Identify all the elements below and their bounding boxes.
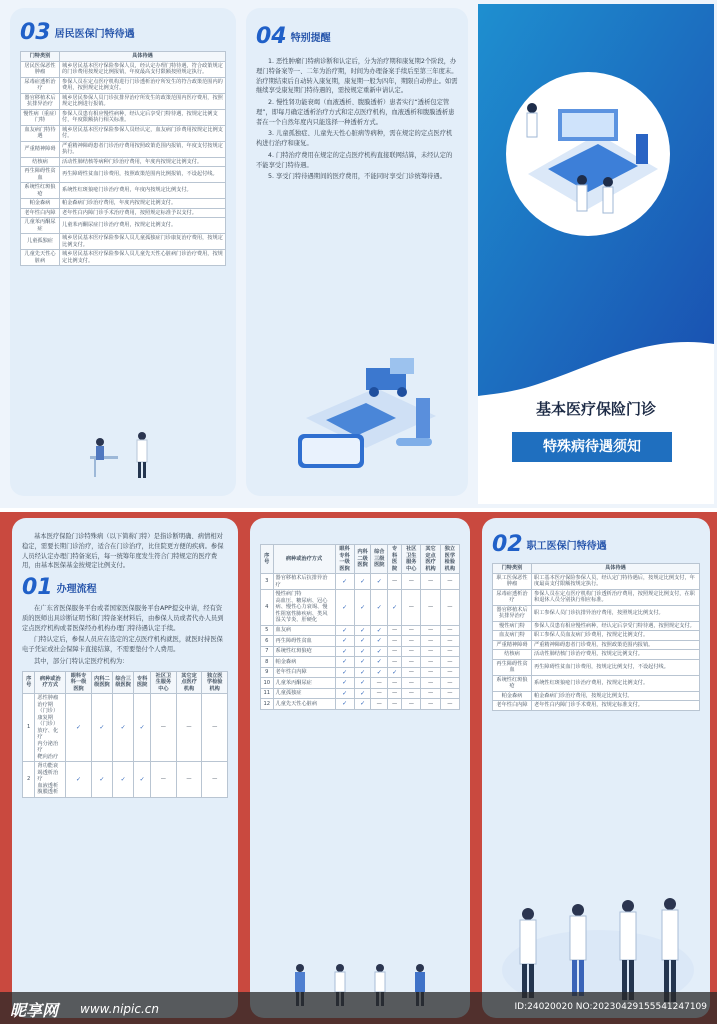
paragraph: 3. 儿童孤独症、儿童先天性心脏病等病种，需在规定的定点医疗机构进行治疗和康复。: [256, 130, 453, 147]
check-icon: ✓: [354, 636, 371, 647]
cover-subtitle: 特殊病待遇须知: [512, 432, 672, 462]
watermark-bar: [0, 992, 717, 1024]
dash-mark: —: [402, 636, 421, 647]
check-icon: ✓: [371, 574, 388, 590]
dash-mark: —: [421, 574, 440, 590]
paragraph: 在广东省医保服务平台或者国家医保服务平台APP提交申请，经有资质的医师出具诊断证明书和门特备案材料后，由参保人员或者代办人员到定点医疗机构或者医保经办机构办理门特待遇认定手续。: [22, 605, 224, 632]
category-cell: 再生障碍性贫血: [493, 659, 532, 675]
table-row: [261, 636, 460, 647]
section-header: [20, 20, 226, 45]
table-row: [21, 93, 226, 109]
table-row: [23, 762, 228, 798]
table-row: [493, 659, 700, 675]
table-header: 专科医院: [134, 671, 151, 694]
table-row: [493, 621, 700, 631]
benefit-cell: 城乡居民基本医疗保险参保人员经认定，血友病门诊费用按规定比例支付。: [60, 125, 226, 141]
disease-subtype: 高血压、糖尿病、冠心病、慢性心力衰竭、慢性阻塞性肺疾病、类风湿关节炎、肝硬化: [275, 597, 328, 623]
row-number: 3: [261, 574, 274, 590]
check-icon: ✓: [335, 678, 354, 689]
panel-institution-table: [250, 518, 470, 1018]
dash-mark: —: [388, 574, 402, 590]
disease-subtype: 血液透析: [37, 782, 59, 789]
check-icon: ✓: [371, 667, 388, 678]
check-icon: ✓: [335, 646, 354, 657]
dash-mark: —: [440, 646, 459, 657]
disease-name: 恶性肿瘤: [37, 695, 59, 701]
category-cell: 系统性红斑狼疮: [21, 183, 60, 199]
disease-cell: [273, 688, 335, 699]
table-row: [21, 218, 226, 234]
table-row: [261, 646, 460, 657]
disease-subtype: 康复期（门诊）: [37, 714, 59, 727]
table-header: 综合三级医院: [113, 671, 134, 694]
employee-benefit-table: [492, 563, 700, 711]
category-cell: 儿童先天性心脏病: [21, 250, 60, 266]
section-title: 特别提醒: [290, 33, 331, 44]
row-number: 11: [261, 688, 274, 699]
check-icon: ✓: [91, 762, 112, 798]
disease-subtype: 腹膜透析: [37, 789, 59, 795]
category-cell: 结核病: [21, 157, 60, 167]
dash-mark: —: [388, 625, 402, 636]
disease-name: 肾功能衰竭透析治疗: [37, 763, 59, 782]
table-row: [23, 694, 228, 762]
check-icon: ✓: [354, 657, 371, 668]
section-number: 01: [22, 575, 53, 600]
disease-cell: [273, 699, 335, 710]
category-cell: 严重精神障碍: [21, 141, 60, 157]
dash-mark: —: [440, 625, 459, 636]
dash-mark: —: [202, 762, 228, 798]
dash-mark: —: [402, 646, 421, 657]
dash-mark: —: [176, 762, 202, 798]
row-number: 12: [261, 699, 274, 710]
category-cell: 帕金森病: [493, 691, 532, 701]
benefit-cell: 城乡居民基本医疗保险参保人员，经认定办理门特待遇，符合政策规定的门诊费用按规定比例报销，年度最高支付限额按照规定执行。: [60, 61, 226, 77]
benefit-cell: 职工参保人员血友病门诊费用，按规定比例支付。: [532, 631, 700, 641]
benefit-cell: 老年性白内障门诊手术费用，按规定标准支付。: [532, 701, 700, 711]
table-header: 社区卫生服务中心: [151, 671, 177, 694]
dash-mark: —: [440, 657, 459, 668]
disease-subtype: 内分泌治疗: [37, 740, 59, 753]
disease-name: 儿童先天性心脏病: [275, 700, 318, 707]
paragraph: 4. 门特治疗费用在规定的定点医疗机构直接联网结算，未经认定的不能享受门特待遇。: [256, 151, 453, 169]
table-row: [493, 605, 700, 621]
benefit-cell: 职工参保人员门诊抗排异治疗费用，按照规定比例支付。: [532, 605, 700, 621]
dash-mark: —: [402, 667, 421, 678]
disease-cell: [35, 762, 66, 798]
table-header: 独立医学检验机构: [202, 671, 228, 694]
dash-mark: —: [402, 678, 421, 689]
category-cell: 慢性病门特: [493, 621, 532, 631]
dash-mark: —: [421, 678, 440, 689]
check-icon: ✓: [354, 590, 371, 626]
disease-subtype: 治疗期（门诊）: [37, 701, 59, 714]
benefit-cell: 儿童苯丙酮尿症门诊治疗费用，按规定比例支付。: [60, 218, 226, 234]
dash-mark: —: [151, 762, 177, 798]
check-icon: ✓: [335, 688, 354, 699]
benefit-cell: 活动性肺结核门诊治疗费用，按规定比例支付。: [532, 650, 700, 660]
benefit-cell: 参保人员患有相应慢性病种，经认定后享受门特待遇，按照规定支付。: [532, 621, 700, 631]
table-row: [21, 234, 226, 250]
table-row: [493, 589, 700, 605]
table-header: 内科二级医院: [91, 671, 112, 694]
table-row: [21, 208, 226, 218]
table-header: 其它定点医疗机构: [421, 545, 440, 574]
check-icon: ✓: [354, 678, 371, 689]
watermark-url: www.nipic.cn: [80, 1002, 159, 1016]
check-icon: ✓: [66, 694, 92, 762]
dash-mark: —: [421, 636, 440, 647]
section-title: 办理流程: [56, 584, 97, 595]
table-header: 具体待遇: [532, 564, 700, 574]
panel-employee-insurance: [482, 518, 710, 1018]
disease-name: 老年性白内障: [275, 669, 307, 675]
brochure-inside-sheet: [0, 512, 717, 1024]
dash-mark: —: [402, 699, 421, 710]
table-row: [261, 574, 460, 590]
benefit-cell: 严重精神障碍患者门诊费用，按照政策范围内报销。: [532, 640, 700, 650]
disease-name: 血友病: [275, 627, 292, 633]
institution-table-part1: [22, 671, 228, 798]
section-title: 职工医保门特待遇: [526, 541, 607, 552]
dash-mark: —: [402, 590, 421, 626]
check-icon: ✓: [335, 657, 354, 668]
brochure-outside-sheet: [0, 0, 717, 508]
row-number: 4: [261, 590, 274, 626]
paragraph: 门特认定后，参保人员应在选定的定点医疗机构就医，就医时持医保电子凭证或社会保障卡直接结算，不需要垫付个人费用。: [22, 636, 223, 653]
table-header: 专科医院: [388, 545, 402, 574]
check-icon: ✓: [388, 667, 402, 678]
benefit-cell: 再生障碍性贫血门诊费用，按规定比例支付，不设起付线。: [532, 659, 700, 675]
category-cell: 儿童孤独症: [21, 234, 60, 250]
dash-mark: —: [371, 699, 388, 710]
cover-background-wave: [478, 4, 714, 504]
dash-mark: —: [151, 694, 177, 762]
category-cell: 血友病门特待遇: [21, 125, 60, 141]
dash-mark: —: [440, 699, 459, 710]
row-number: 6: [261, 636, 274, 647]
table-row: [493, 650, 700, 660]
row-number: 8: [261, 657, 274, 668]
category-cell: 器官移植术后抗排异治疗: [21, 93, 60, 109]
table-row: [21, 141, 226, 157]
dash-mark: —: [402, 657, 421, 668]
row-number: 7: [261, 646, 274, 657]
watermark-id: ID:24020020 NO:20230429155541247109: [514, 1002, 707, 1012]
section-title: 居民医保门特待遇: [54, 29, 135, 40]
row-number: 1: [23, 694, 35, 762]
dash-mark: —: [176, 694, 202, 762]
table-header: 病种或治疗方式: [35, 671, 66, 694]
category-cell: 慢性病（重症）门特: [21, 109, 60, 125]
benefit-cell: 参保人员患有相应慢性病种，经认定后享受门特待遇，按规定比例支付，年度限额执行相关标准。: [60, 109, 226, 125]
check-icon: ✓: [335, 574, 354, 590]
benefit-cell: 帕金森病门诊治疗费用，按规定比例支付。: [532, 691, 700, 701]
category-cell: 老年性白内障: [21, 208, 60, 218]
check-icon: ✓: [371, 625, 388, 636]
check-icon: ✓: [354, 625, 371, 636]
row-number: 10: [261, 678, 274, 689]
table-row: [493, 691, 700, 701]
dash-mark: —: [440, 688, 459, 699]
check-icon: ✓: [371, 590, 388, 626]
table-row: [261, 699, 460, 710]
check-icon: ✓: [134, 694, 151, 762]
table-header: 独立医学检验机构: [440, 545, 459, 574]
check-icon: ✓: [388, 590, 402, 626]
row-number: 5: [261, 625, 274, 636]
paragraph: 2. 慢性肾功能衰竭（血液透析、腹膜透析）患者实行“透析包定管理”，即每月确定透析治疗方式和定点医疗机构，血液透析和腹膜透析患者在一个自然年度内只能选择一种透析方式。: [256, 99, 455, 126]
table-row: [21, 109, 226, 125]
dash-mark: —: [440, 667, 459, 678]
table-header: 眼科专科一级医院: [335, 545, 354, 574]
dash-mark: —: [202, 694, 228, 762]
benefit-cell: 系统性红斑狼疮门诊治疗费用，年度内按规定比例支付。: [60, 183, 226, 199]
disease-subtype: 靶向治疗: [37, 753, 59, 760]
section-number: 04: [256, 24, 287, 49]
check-icon: ✓: [134, 762, 151, 798]
disease-cell: [35, 694, 66, 762]
section-number: 02: [492, 532, 523, 557]
table-row: [261, 657, 460, 668]
table-row: [261, 590, 460, 626]
cover-panel: [478, 4, 714, 504]
dash-mark: —: [421, 688, 440, 699]
table-row: [493, 631, 700, 641]
panel-application-process: [12, 518, 238, 1018]
category-cell: 职工医保恶性肿瘤: [493, 573, 532, 589]
table-header: 门特类别: [493, 564, 532, 574]
section-header: [22, 575, 228, 600]
process-paragraphs: [22, 604, 228, 667]
table-row: [21, 125, 226, 141]
table-row: [261, 667, 460, 678]
category-cell: 尿毒症透析治疗: [21, 77, 60, 93]
table-row: [261, 625, 460, 636]
disease-cell: [273, 625, 335, 636]
benefit-cell: 城乡居民基本医疗保险参保人员儿童先天性心脏病门诊治疗费用，按规定比例支付。: [60, 250, 226, 266]
check-icon: ✓: [113, 694, 134, 762]
category-cell: 帕金森病: [21, 199, 60, 209]
table-header: 具体待遇: [60, 52, 226, 62]
disease-cell: [273, 667, 335, 678]
paragraph: 其中，部分门特认定医疗机构为：: [34, 657, 129, 665]
benefit-cell: 活动性肺结核等病种门诊治疗费用，年度内按规定比例支付。: [60, 157, 226, 167]
dash-mark: —: [440, 636, 459, 647]
benefit-cell: 再生障碍性贫血门诊费用，按照政策范围内比例报销，不设起付线。: [60, 167, 226, 183]
disease-cell: [273, 636, 335, 647]
check-icon: ✓: [371, 636, 388, 647]
paragraph: 5. 享受门特待遇期间的医疗费用，不能同时享受门诊统筹待遇。: [268, 173, 447, 181]
disease-cell: [273, 657, 335, 668]
section-number: 03: [20, 20, 51, 45]
benefit-cell: 帕金森病门诊治疗费用，年度内按规定比例支付。: [60, 199, 226, 209]
disease-cell: [273, 646, 335, 657]
table-row: [21, 199, 226, 209]
dash-mark: —: [388, 699, 402, 710]
table-row: [21, 157, 226, 167]
benefit-cell: 系统性红斑狼疮门诊治疗费用，按规定比例支付。: [532, 675, 700, 691]
dash-mark: —: [402, 574, 421, 590]
dash-mark: —: [421, 625, 440, 636]
category-cell: 结核病: [493, 650, 532, 660]
dash-mark: —: [388, 657, 402, 668]
category-cell: 器官移植术后抗排异治疗: [493, 605, 532, 621]
cover-title: 基本医疗保险门诊: [535, 400, 656, 418]
dash-mark: —: [440, 574, 459, 590]
disease-cell: [273, 678, 335, 689]
category-cell: 居民医保恶性肿瘤: [21, 61, 60, 77]
institution-table-part2: [260, 544, 460, 710]
check-icon: ✓: [371, 646, 388, 657]
check-icon: ✓: [354, 646, 371, 657]
check-icon: ✓: [354, 688, 371, 699]
table-header: 眼科专科一级医院: [66, 671, 92, 694]
dash-mark: —: [388, 678, 402, 689]
dash-mark: —: [388, 636, 402, 647]
check-icon: ✓: [335, 625, 354, 636]
check-icon: ✓: [335, 636, 354, 647]
table-row: [493, 701, 700, 711]
category-cell: 老年性白内障: [493, 701, 532, 711]
table-header: 序号: [261, 545, 274, 574]
table-header: 其它定点医疗机构: [176, 671, 202, 694]
table-row: [493, 640, 700, 650]
check-icon: ✓: [371, 657, 388, 668]
row-number: 9: [261, 667, 274, 678]
category-cell: 系统性红斑狼疮: [493, 675, 532, 691]
check-icon: ✓: [335, 590, 354, 626]
disease-name: 帕金森病: [275, 658, 297, 665]
intro-paragraph: 基本医疗保险门诊特殊病（以下简称门特）是指诊断明确、病情相对稳定，需要长期门诊治疗，适合在门诊治疗，比住院更方便的疾病。参保人员经认定办理门特备案后，每一统筹年度发生符合门特规定的医疗费用，由基本医保基金按规定比例支付。: [22, 533, 224, 570]
reminder-paragraphs: [256, 57, 458, 182]
benefit-cell: 城乡居民参保人员门诊抗排异治疗所发生的政策范围内医疗费用，按照规定比例进行报销。: [60, 93, 226, 109]
category-cell: 严重精神障碍: [493, 640, 532, 650]
doctor-illustration: [80, 428, 170, 488]
dash-mark: —: [371, 678, 388, 689]
section-header: [256, 24, 458, 49]
disease-name: 儿童孤独症: [275, 690, 302, 696]
benefit-cell: 严重精神障碍患者门诊治疗费用按照政策范围内报销，年度支付按规定执行。: [60, 141, 226, 157]
category-cell: 尿毒症透析治疗: [493, 589, 532, 605]
panel-special-reminder: [246, 8, 468, 496]
resident-benefit-table: [20, 51, 226, 266]
category-cell: 血友病门特: [493, 631, 532, 641]
disease-name: 慢性病门特: [275, 591, 302, 597]
disease-name: 儿童苯丙酮尿症: [275, 679, 312, 686]
table-row: [21, 167, 226, 183]
dash-mark: —: [388, 646, 402, 657]
table-row: [261, 678, 460, 689]
table-header: 序号: [23, 671, 35, 694]
check-icon: ✓: [354, 574, 371, 590]
dash-mark: —: [421, 667, 440, 678]
disease-name: 系统性红斑狼疮: [275, 648, 312, 654]
table-header: 内科二级医院: [354, 545, 371, 574]
dash-mark: —: [421, 646, 440, 657]
table-row: [21, 61, 226, 77]
benefit-cell: 老年性白内障门诊手术治疗费用，按照规定标准予以支付。: [60, 208, 226, 218]
dash-mark: —: [421, 657, 440, 668]
disease-subtype: 放疗、化疗: [37, 727, 59, 740]
dash-mark: —: [421, 590, 440, 626]
table-header: 门特类别: [21, 52, 60, 62]
benefit-cell: 职工基本医疗保险参保人员，经认定门特待遇后，按规定比例支付，年度最高支付限额按规定执行。: [532, 573, 700, 589]
dash-mark: —: [371, 688, 388, 699]
table-row: [21, 183, 226, 199]
paragraph: 1. 恶性肿瘤门特病诊断和认定后，分为治疗期和康复期2个阶段，办理门特备案等一、二年为治疗期，时间为办理备案手续后至第三年度末。治疗期结束后自动转入康复期，康复期一般为四年，期限自动停止。如需继续享受康复期门特待遇的，需按规定重新申请认定。: [256, 58, 458, 95]
disease-cell: [273, 590, 335, 626]
dash-mark: —: [388, 688, 402, 699]
table-header: 社区卫生服务中心: [402, 545, 421, 574]
benefit-cell: 参保人员在定点医疗机构进行门诊透析治疗所发生的符合政策范围内的费用，按照规定比例支付。: [60, 77, 226, 93]
check-icon: ✓: [354, 699, 371, 710]
dash-mark: —: [402, 688, 421, 699]
dash-mark: —: [440, 678, 459, 689]
benefit-cell: 参保人员在定点医疗机构门诊透析治疗费用，按照规定比例支付，在职和退休人员分别执行相应标准。: [532, 589, 700, 605]
disease-name: 器官移植术后抗排异治疗: [275, 575, 328, 588]
category-cell: 再生障碍性贫血: [21, 167, 60, 183]
table-header: 综合三级医院: [371, 545, 388, 574]
benefit-cell: 城乡居民基本医疗保险参保人员儿童孤独症门诊康复治疗费用，按规定比例支付。: [60, 234, 226, 250]
watermark-brand: 昵享网: [10, 1001, 59, 1020]
disease-cell: [273, 574, 335, 590]
check-icon: ✓: [335, 667, 354, 678]
dash-mark: —: [402, 625, 421, 636]
dash-mark: —: [421, 699, 440, 710]
check-icon: ✓: [335, 699, 354, 710]
panel-resident-insurance: [10, 8, 236, 496]
section-header: [492, 532, 700, 557]
table-row: [261, 688, 460, 699]
dash-mark: —: [440, 590, 459, 626]
category-cell: 儿童苯丙酮尿症: [21, 218, 60, 234]
disease-name: 再生障碍性贫血: [275, 637, 312, 644]
check-icon: ✓: [354, 667, 371, 678]
table-row: [21, 250, 226, 266]
check-icon: ✓: [91, 694, 112, 762]
table-header: 病种或治疗方式: [273, 545, 335, 574]
medical-isometric-illustration: [286, 348, 446, 478]
row-number: 2: [23, 762, 35, 798]
check-icon: ✓: [66, 762, 92, 798]
table-row: [493, 573, 700, 589]
check-icon: ✓: [113, 762, 134, 798]
table-row: [493, 675, 700, 691]
table-row: [21, 77, 226, 93]
